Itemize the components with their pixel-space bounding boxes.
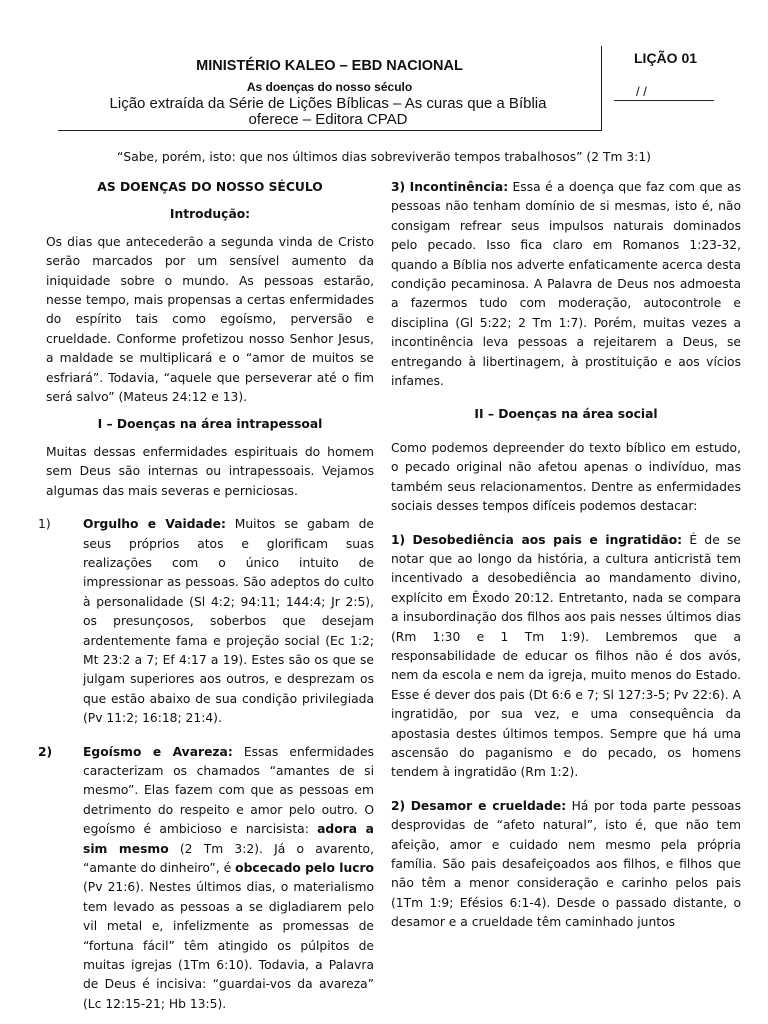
key-verse: “Sabe, porém, isto: que nos últimos dias sobreviverão tempos trabalhosos” (2 Tm 3:1)	[117, 150, 651, 164]
right-column	[391, 178, 741, 933]
series-line	[78, 96, 578, 128]
item-text	[83, 515, 374, 728]
item-body: É de se notar que ao longo da história, a cultura anticristã tem incentivado a desobediência ao mandamento divino, explícito em Êxodo 20:12. Entretanto, nada se compara a insubordinação dos filhos aos pais nesses últimos dias (Rm 1:30 e 1 Tm 1:9). Lembremos que a responsabilidade de educar os filhos não é dos avós, nem da escola e nem da igreja, muito menos do Estado. Esse é dever dos pais (Dt 6:6 e 7; Sl 127:3-5; Pv 22:6). A ingratidão, por sua vez, e uma consequência da apostasia destes últimos tempos. Sempre que há uma ascensão do paganismo e do pecado, os homens tendem à ingratidão (Rm 1:2).	[391, 532, 741, 780]
section2-heading: II – Doenças na área social	[474, 407, 658, 422]
section2-intro: Como podemos depreender do texto bíblico em estudo, o pecado original não afetou apenas o indivíduo, mas também seus relacionamentos. Dentre as enfermidades sociais desses tempos difíceis podemos destacar:	[391, 440, 741, 514]
item-title: Incontinência:	[409, 180, 509, 194]
date-field	[614, 84, 714, 101]
list-item-orgulho	[38, 515, 374, 728]
item-title: Desamor e crueldade:	[410, 798, 567, 813]
lesson-subtitle: As doenças do nosso século	[246, 80, 413, 94]
item-body: Há por toda parte pessoas desprovidas de “afeto natural”, isto é, que não tem afeição, amor e cuidado nem mesmo pela própria família. São pais desafeiçoados aos filhos, e filhos que não têm a menor consideração e carinho pelos pais (1Tm 1:9; Efésios 6:1-4). Desde o passado distante, o desamor e a crueldade têm caminhado juntos	[391, 798, 741, 930]
item-number: 1)	[391, 532, 406, 547]
item-body: (2 Tm 3:2). Já o avarento, “amante do dinheiro”, é	[83, 841, 374, 875]
series-line-1: Lição extraída da Série de Lições Bíblicas – As curas que a Bíblia	[109, 95, 547, 112]
item-title: Egoísmo e Avareza:	[83, 744, 233, 759]
intro-paragraph: Os dias que antecederão a segunda vinda de Cristo serão marcados por um sensível aumento da iniquidade sobre o mundo. As pessoas estarão, nesse tempo, mais propensas a certas enfermidades do espírito tais como egoísmo, perversão e crueldade. Conforme profetizou nosso Senhor Jesus, a maldade se multiplicará e o “amor de muitos se esfriará”. Todavia, “aquele que perseverar até o fim será salvo” (Mateus 24:12 e 13).	[46, 234, 374, 405]
date-placeholder: / /	[636, 84, 647, 99]
item-emphasis: obcecado pelo lucro	[235, 861, 375, 875]
item-body: Essas enfermidades caracterizam os chamados “amantes de si mesmo”. Elas fazem com que as pessoas em detrimento do respeito e amor pelo outro. O egoísmo é ambicioso e narcisista:	[83, 744, 374, 837]
intro-heading: Introdução:	[169, 207, 251, 222]
item-body: (Pv 21:6). Nestes últimos dias, o materialismo tem levado as pessoas a se digladiarem pelo vil metal e, infelizmente as promessas de “fortuna fácil” têm atingido os púlpitos de muitas igrejas (1Tm 6:10). Todavia, a Palavra de Deus é incisiva: “guardai-vos da avareza” (Lc 12:15-21; Hb 13:5).	[83, 880, 374, 1011]
list-item-desamor	[391, 797, 741, 933]
series-line-2: oferece – Editora CPAD	[248, 111, 408, 128]
item-number: 3)	[391, 180, 406, 194]
left-column	[38, 178, 375, 1014]
ministry-title: MINISTÉRIO KALEO – EBD NACIONAL	[196, 58, 463, 74]
lesson-number: LIÇÃO 01	[634, 50, 698, 66]
item-emphasis: adora a sim mesmo	[83, 822, 374, 856]
item-number: 2)	[391, 798, 406, 813]
list-item-egoismo	[38, 743, 375, 1015]
item-number: 2)	[38, 744, 53, 759]
header-box	[58, 46, 602, 131]
item-number: 1)	[38, 517, 51, 532]
item-text	[83, 743, 374, 1015]
document-title: AS DOENÇAS DO NOSSO SÉCULO	[97, 180, 323, 194]
item-title: Desobediência aos pais e ingratidão:	[412, 532, 683, 547]
section1-intro: Muitas dessas enfermidades espirituais do homem sem Deus são internas ou intrapessoais. Vejamos algumas das mais severas e perniciosas.	[46, 444, 374, 498]
section1-heading: I – Doenças na área intrapessoal	[97, 417, 323, 432]
list-item-desobediencia	[391, 531, 741, 783]
list-item-incontinencia	[391, 178, 741, 391]
item-body: Muitos se gabam de seus próprios atos e glorificam suas realizações com o único intuito de impressionar as pessoas. São adeptos do culto à personalidade (Sl 4:2; 94:11; 144:4; Jr 2:5), os presunçosos, soberbos que desejam ardentemente fama e projeção social (Ec 1:2; Mt 23:2 a 7; Ef 4:17 a 19). Estes são os que se julgam superiores aos outros, e desprezam os que estão abaixo de sua condição privilegiada (Pv 11:2; 16:18; 21:4).	[83, 517, 374, 726]
item-body: Essa é a doença que faz com que as pessoas não tenham domínio de si mesmas, isto é, não consigam refrear seus impulsos naturais dominados pelo pecado. Isso fica claro em Romanos 1:23-32, quando a Bíblia nos adverte enfaticamente acerca desta condição pecaminosa. A Palavra de Deus nos admoesta a fazermos tudo com moderação, autocontrole e disciplina (Gl 5:22; 2 Tm 1:7). Porém, muitas vezes a incontinência leva pessoas a rejeitarem a Deus, se entregando à libertinagem, à prostituição e aos vícios infames.	[391, 180, 741, 389]
item-title: Orgulho e Vaidade:	[83, 517, 226, 532]
